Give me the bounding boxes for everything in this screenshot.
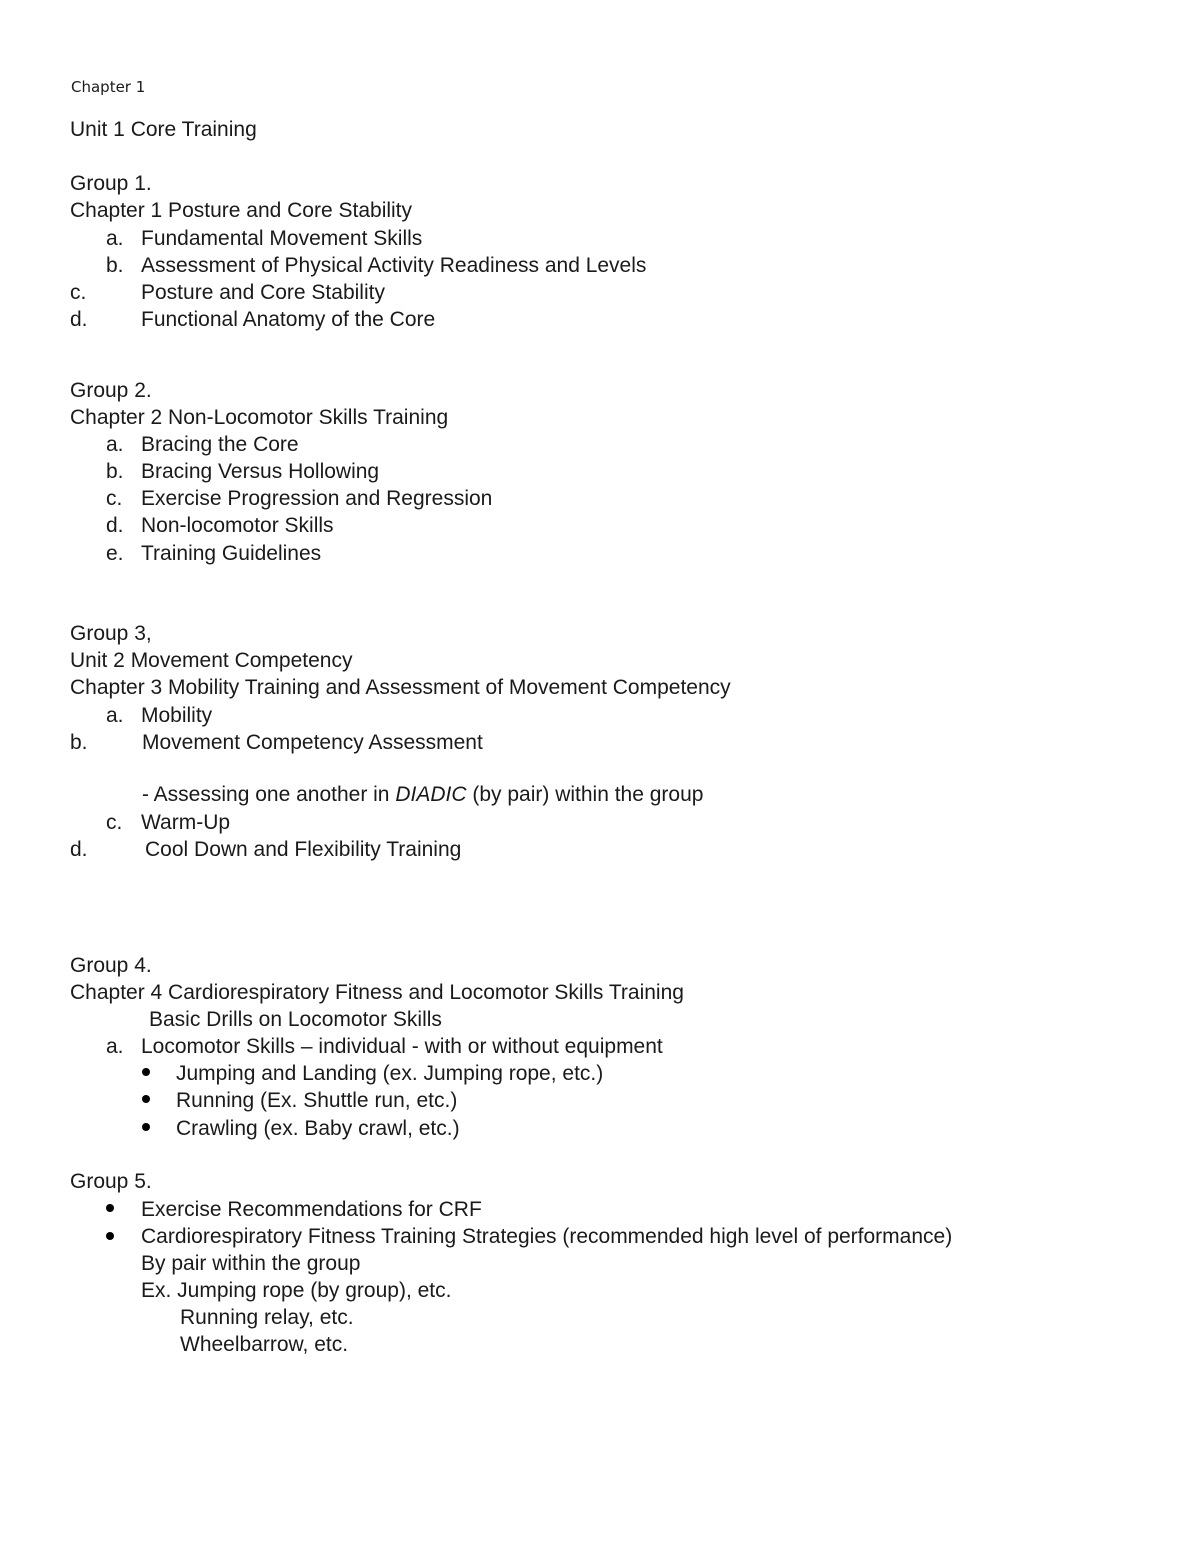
chapter-title: Chapter 3 Mobility Training and Assessment of Movement Competency xyxy=(70,676,731,699)
bullet-icon xyxy=(106,1232,114,1240)
list-item: Movement Competency Assessment xyxy=(142,731,483,754)
list-item: Non-locomotor Skills xyxy=(141,514,334,537)
list-item: Exercise Progression and Regression xyxy=(141,487,493,510)
bullet-item: Cardiorespiratory Fitness Training Strategies (recommended high level of performance) xyxy=(141,1225,953,1248)
list-marker: d. xyxy=(106,514,124,537)
list-item: Cool Down and Flexibility Training xyxy=(145,838,462,861)
document-header: Chapter 1 xyxy=(71,78,146,96)
list-item: Assessment of Physical Activity Readiness and Levels xyxy=(141,254,647,277)
list-marker: d. xyxy=(70,308,88,331)
chapter-title: Chapter 2 Non-Locomotor Skills Training xyxy=(70,406,449,429)
bullet-icon xyxy=(142,1123,150,1131)
bullet-item: Jumping and Landing (ex. Jumping rope, etc.) xyxy=(176,1062,604,1085)
chapter-title: Chapter 1 Posture and Core Stability xyxy=(70,199,413,222)
text-line: By pair within the group xyxy=(141,1252,361,1275)
list-item: Training Guidelines xyxy=(141,542,322,565)
text-line: Wheelbarrow, etc. xyxy=(180,1333,349,1356)
assessment-note xyxy=(142,781,703,808)
group-label: Group 3, xyxy=(70,622,152,645)
list-item: Functional Anatomy of the Core xyxy=(141,308,436,331)
list-item: Mobility xyxy=(141,704,213,727)
list-marker: b. xyxy=(106,254,124,277)
text-line: Running relay, etc. xyxy=(180,1306,354,1329)
group-label: Group 2. xyxy=(70,379,152,402)
list-item: Fundamental Movement Skills xyxy=(141,227,423,250)
list-marker: c. xyxy=(70,281,87,304)
group-label: Group 1. xyxy=(70,172,152,195)
list-item: Bracing Versus Hollowing xyxy=(141,460,380,483)
subheading: Basic Drills on Locomotor Skills xyxy=(149,1008,442,1031)
note-emphasis: DIADIC xyxy=(395,783,467,806)
bullet-item: Running (Ex. Shuttle run, etc.) xyxy=(176,1089,458,1112)
list-item: Warm-Up xyxy=(141,811,231,834)
list-marker: d. xyxy=(70,838,88,861)
bullet-icon xyxy=(142,1095,150,1103)
list-marker: e. xyxy=(106,542,124,565)
group-label: Group 5. xyxy=(70,1170,152,1193)
list-marker: c. xyxy=(106,811,123,834)
chapter-title: Chapter 4 Cardiorespiratory Fitness and Locomotor Skills Training xyxy=(70,981,684,1004)
list-marker: a. xyxy=(106,227,124,250)
bullet-item: Crawling (ex. Baby crawl, etc.) xyxy=(176,1117,460,1140)
list-item: Posture and Core Stability xyxy=(141,281,385,304)
note-suffix: (by pair) within the group xyxy=(466,783,704,806)
note-prefix: - Assessing one another in xyxy=(142,783,396,806)
bullet-icon xyxy=(106,1204,114,1212)
list-item: Locomotor Skills – individual - with or without equipment xyxy=(141,1035,663,1058)
list-marker: b. xyxy=(70,731,88,754)
list-marker: b. xyxy=(106,460,124,483)
bullet-item: Exercise Recommendations for CRF xyxy=(141,1198,482,1221)
list-marker: a. xyxy=(106,433,124,456)
group-label: Group 4. xyxy=(70,954,152,977)
list-marker: a. xyxy=(106,704,124,727)
unit-title: Unit 2 Movement Competency xyxy=(70,649,353,672)
text-line: Ex. Jumping rope (by group), etc. xyxy=(141,1279,452,1302)
list-marker: c. xyxy=(106,487,123,510)
unit-title: Unit 1 Core Training xyxy=(70,118,257,141)
list-marker: a. xyxy=(106,1035,124,1058)
list-item: Bracing the Core xyxy=(141,433,299,456)
bullet-icon xyxy=(142,1068,150,1076)
